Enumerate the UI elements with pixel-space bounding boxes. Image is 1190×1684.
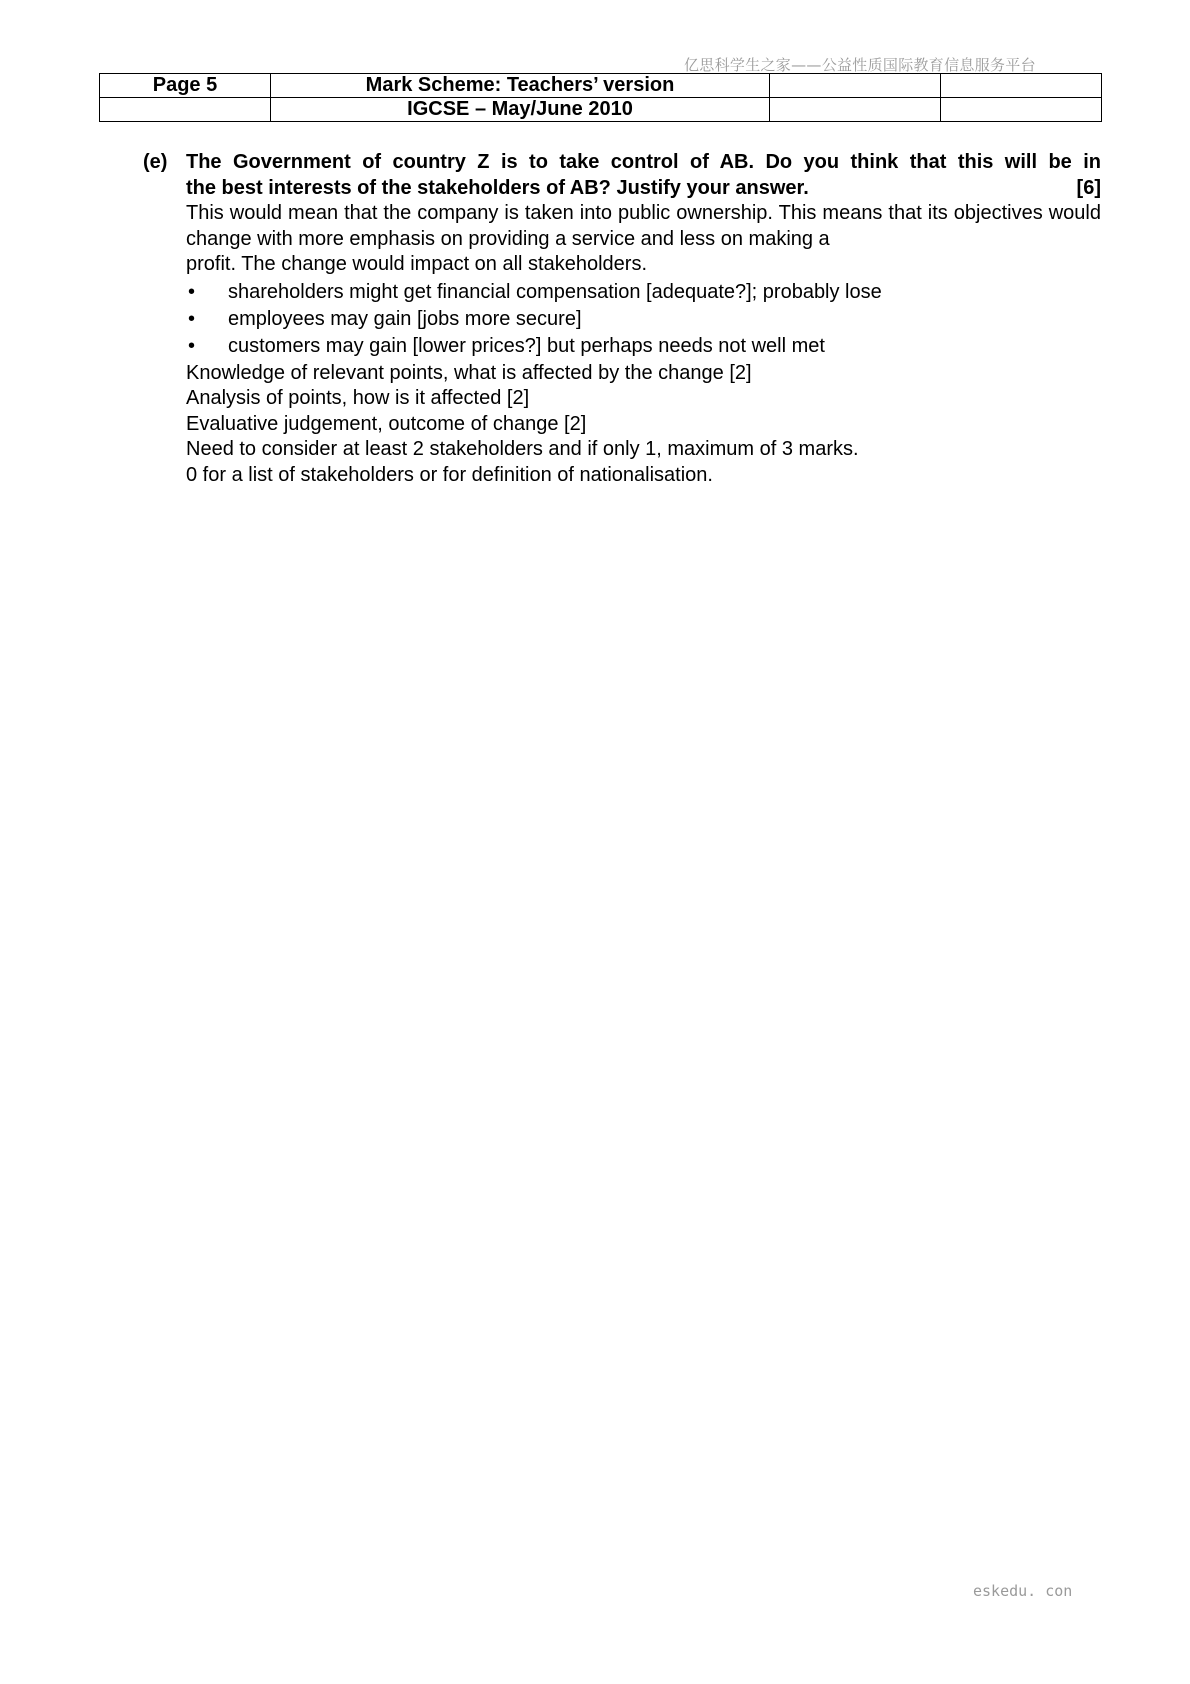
bullet-icon: • xyxy=(188,280,196,303)
question-title-text: the best interests of the stakeholders of AB? Justify your answer. xyxy=(186,176,809,199)
marking-line: Knowledge of relevant points, what is affected by the change [2] xyxy=(186,361,752,384)
question-body xyxy=(186,150,1101,488)
bullet-icon: • xyxy=(188,307,196,330)
marking-line: Need to consider at least 2 stakeholders and if only 1, maximum of 3 marks. xyxy=(186,438,859,460)
header-table xyxy=(99,73,1102,122)
header-empty-cell xyxy=(100,98,271,122)
watermark-top: 亿思科学生之家——公益性质国际教育信息服务平台 xyxy=(684,56,1036,74)
bullet-icon: • xyxy=(188,334,196,357)
exam-session: IGCSE – May/June 2010 xyxy=(271,98,770,122)
marking-line: Analysis of points, how is it affected [2] xyxy=(186,387,530,409)
answer-paragraph-end: profit. The change would impact on all stakeholders. xyxy=(186,253,648,275)
list-item: • shareholders might get financial compensation [adequate?]; probably lose xyxy=(186,279,1101,306)
header-empty-cell xyxy=(941,74,1102,98)
marking-line: 0 for a list of stakeholders or for definition of nationalisation. xyxy=(186,463,713,486)
page-number: Page 5 xyxy=(100,74,271,98)
question-title-line-1: The Government of country Z is to take control of AB. Do you think that this will be in xyxy=(186,151,1101,173)
answer-paragraph: This would mean that the company is taken into public ownership. This means that its objectives would change with more emphasis on providing a service and less on making a xyxy=(186,202,1101,250)
question-marks: [6] xyxy=(1076,176,1101,199)
header-row-1 xyxy=(100,74,1102,98)
question-title-line-2 xyxy=(186,176,1101,202)
question-e xyxy=(143,150,1101,488)
question-label: (e) xyxy=(143,151,168,173)
stakeholder-bullet-list xyxy=(186,279,1101,360)
list-item: • employees may gain [jobs more secure] xyxy=(186,306,1101,333)
marking-line: Evaluative judgement, outcome of change [2] xyxy=(186,412,587,435)
header-empty-cell xyxy=(770,74,941,98)
header-row-2 xyxy=(100,98,1102,122)
watermark-bottom: eskedu. con xyxy=(973,1582,1073,1600)
header-empty-cell xyxy=(941,98,1102,122)
mark-scheme-title: Mark Scheme: Teachers’ version xyxy=(271,74,770,98)
list-item: • customers may gain [lower prices?] but perhaps needs not well met xyxy=(186,333,1101,360)
header-empty-cell xyxy=(770,98,941,122)
